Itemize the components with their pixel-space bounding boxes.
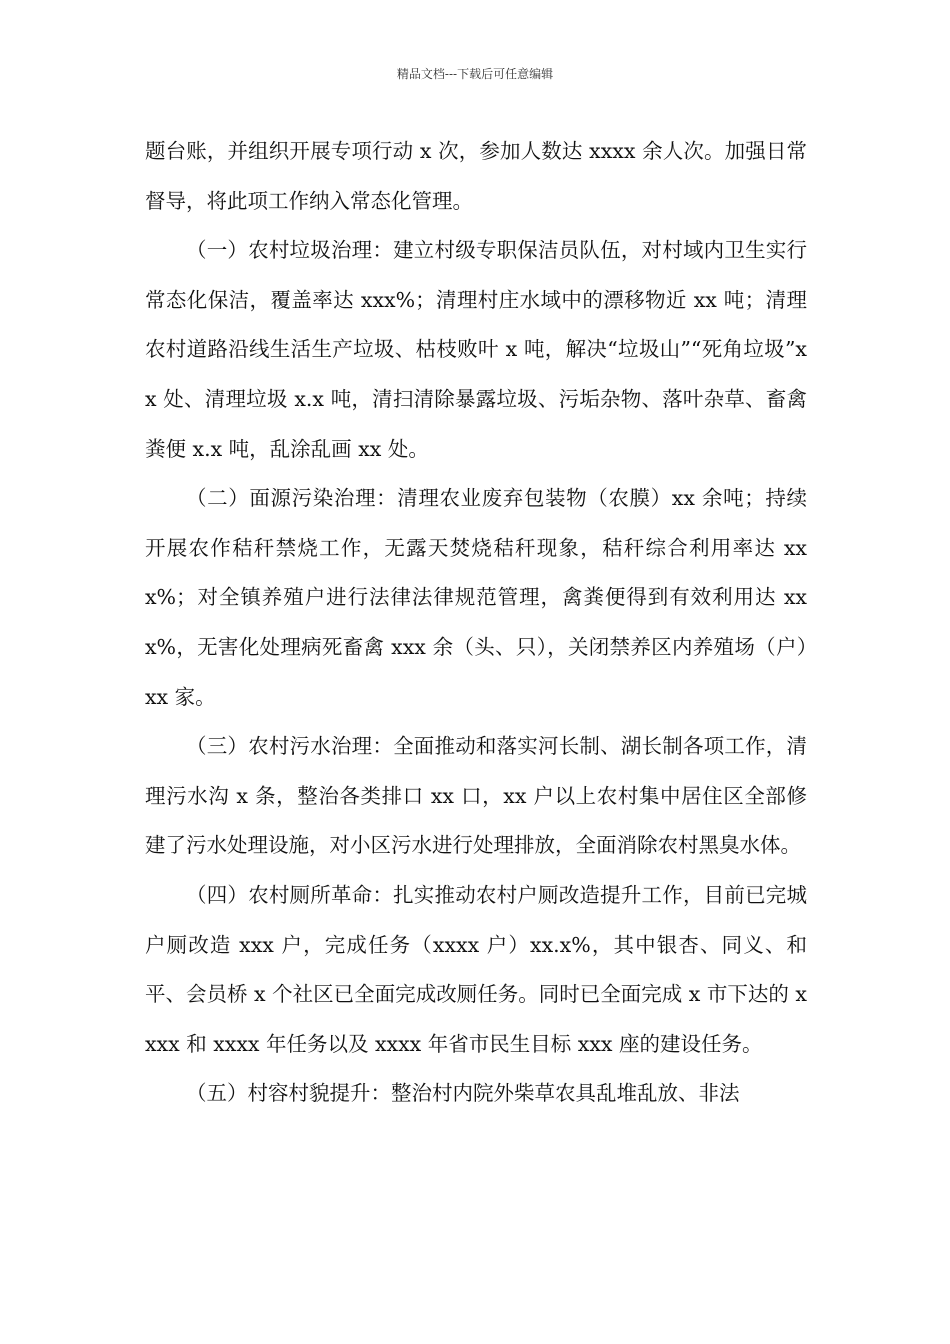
paragraph-rural-garbage: （一）农村垃圾治理：建立村级专职保洁员队伍，对村域内卫生实行常态化保洁，覆盖率达 xxx%；清理村庄水域中的漂移物近 xx 吨；清理农村道路沿线生活生产垃圾、枯枝败叶 x 吨，解决“垃圾山”“死角垃圾”xx 处、清理垃圾 x.x 吨，清扫清除暴露垃圾、污垢杂物、落叶杂草、畜禽粪便 x.x 吨，乱涂乱画 xx 处。 — [145, 238, 807, 461]
paragraph-rural-sewage: （三）农村污水治理：全面推动和落实河长制、湖长制各项工作，清理污水沟 x 条，整治各类排口 xx 口，xx 户以上农村集中居住区全部修建了污水处理设施，对小区污水进行处理排放，全面消除农村黑臭水体。 — [145, 734, 807, 858]
paragraph-toilet-revolution: （四）农村厕所革命：扎实推动农村户厕改造提升工作，目前已完城户厕改造 xxx 户，完成任务（xxxx 户）xx.x%，其中银杏、同义、和平、会员桥 x 个社区已全面完成改厕任务。同时已全面完成 x 市下达的 xxxx 和 xxxx 年任务以及 xxxx 年省市民生目标 xxx 座的建设任务。 — [145, 882, 807, 1056]
document-body — [145, 127, 807, 1119]
paragraph-nonpoint-pollution: （二）面源污染治理：清理农业废弃包装物（农膜）xx 余吨；持续开展农作秸秆禁烧工作，无露天焚烧秸秆现象，秸秆综合利用率达 xxx%；对全镇养殖户进行法律法律规范管理，禽粪便得到有效利用达 xxx%，无害化处理病死畜禽 xxx 余（头、只），关闭禁养区内养殖场（户）xx 家。 — [145, 486, 807, 709]
paragraph-village-appearance: （五）村容村貌提升：整治村内院外柴草农具乱堆乱放、非法 — [186, 1081, 740, 1106]
page-header: 精品文档---下载后可任意编辑 — [396, 67, 554, 81]
paragraph-continuation: 题台账，并组织开展专项行动 x 次，参加人数达 xxxx 余人次。加强日常督导，将此项工作纳入常态化管理。 — [145, 139, 807, 213]
